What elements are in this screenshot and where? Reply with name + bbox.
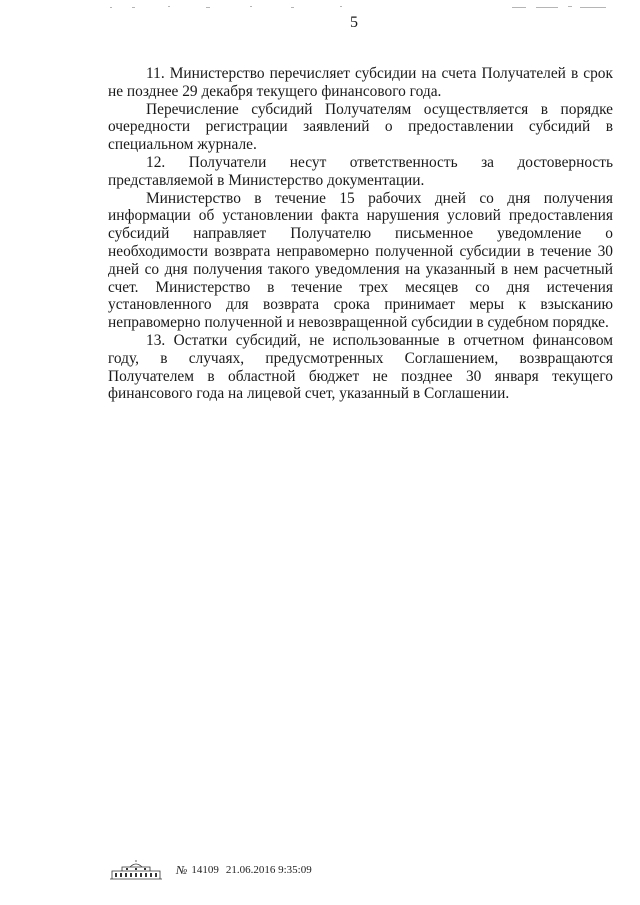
paragraph: Перечисление субсидий Получателям осуществляется в порядке очередности регистрации заявлений о предоставлении субсидий в специальном журнале.: [108, 100, 613, 154]
footer-datetime: 21.06.2016 9:35:09: [225, 864, 312, 876]
footer-document-id: 14109: [191, 864, 219, 876]
building-stamp-icon: [108, 859, 164, 881]
document-body: [108, 65, 613, 403]
paragraph: 12. Получатели несут ответственность за достоверность представляемой в Министерство документации.: [108, 153, 613, 189]
footer-number-sign: №: [176, 862, 188, 877]
paragraph: 11. Министерство перечисляет субсидии на счета Получателей в срок не позднее 29 декабря текущего финансового года.: [108, 65, 613, 100]
page-number: 5: [350, 14, 358, 31]
paragraph: 13. Остатки субсидий, не использованные в отчетном финансовом году, в случаях, предусмотренных Соглашением, возвращаются Получателем в областной бюджет не позднее 30 января текущего финансового года на лицевой счет, указанный в Соглашении.: [108, 331, 613, 403]
scan-specks: [110, 4, 620, 10]
footer-registration: [108, 858, 312, 882]
paragraph: Министерство в течение 15 рабочих дней со дня получения информации об установлении факта нарушения условий предоставления субсидий направляет Получателю письменное уведомление о необходимости возврата неправомерно полученной субсидии в течение 30 дней со дня получения такого уведомления на указанный в нем расчетный счет. Министерство в течение трех месяцев со дня истечения установленного для возврата срока принимает меры к взысканию неправомерно полученной и невозвращенной субсидии в судебном порядке.: [108, 189, 613, 332]
